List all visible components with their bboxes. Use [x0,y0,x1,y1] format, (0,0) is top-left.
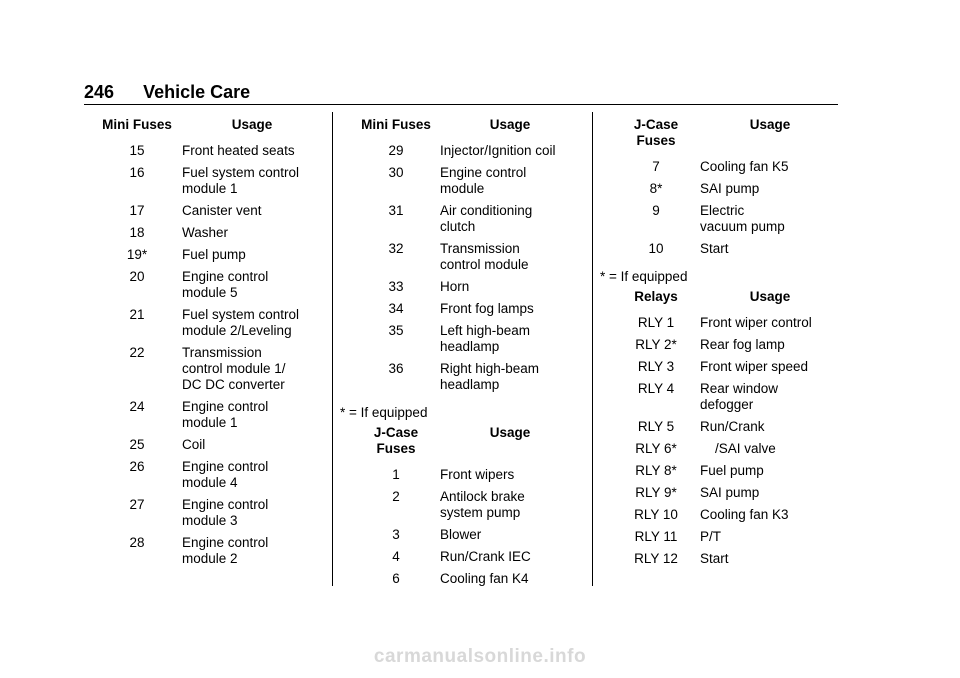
table-header: Usage [749,117,791,132]
fuse-usage: Engine control module 1 [182,399,269,430]
table-row [612,241,840,263]
table-row [352,241,580,279]
fuse-id: RLY 6* [635,441,677,456]
fuse-id: RLY 12 [634,551,678,566]
section-title: Vehicle Care [143,82,251,102]
table-row [92,165,322,203]
fuse-id: 3 [392,527,400,542]
table-row [612,419,840,441]
fuse-id: 4 [392,549,400,564]
table-row [612,159,840,181]
fuse-id: 10 [648,241,664,256]
fuse-id: RLY 5 [637,419,675,434]
table-row [612,337,840,359]
fuse-usage: Engine control module 4 [182,459,269,490]
column-divider [592,112,593,586]
fuse-id: 20 [129,269,145,284]
table-row [352,361,580,399]
table-row [352,143,580,165]
fuse-usage: Engine control module 3 [182,497,269,528]
fuse-id: 19* [126,247,148,262]
table-header: Mini Fuses [102,117,172,132]
fuse-id: RLY 4 [637,381,675,396]
watermark: carmanualsonline.info [373,646,587,667]
fuse-usage: Front wipers [440,467,515,482]
table-row [92,459,322,497]
fuse-usage: SAI pump [700,485,760,500]
fuse-id: 15 [129,143,145,158]
table-row [352,323,580,361]
fuse-usage: Engine control module [440,165,527,196]
mini-fuses-table-2 [352,117,580,399]
fuse-id: 29 [388,143,404,158]
fuse-usage: Cooling fan K3 [700,507,789,522]
table-row [352,203,580,241]
table-row [92,497,322,535]
fuse-usage: Engine control module 5 [182,269,269,300]
column-1 [92,117,322,573]
fuse-id: 7 [652,159,660,174]
fuse-usage: Transmission control module 1/ DC DC converter [182,345,286,392]
table-row [612,485,840,507]
fuse-usage: Run/Crank IEC [440,549,531,564]
mini-fuses-table-1 [92,117,322,573]
fuse-usage: Fuel pump [182,247,246,262]
table-header: Usage [489,117,531,132]
header-rule [84,104,838,105]
table-row [92,203,322,225]
fuse-usage: Rear fog lamp [700,337,785,352]
fuse-id: RLY 3 [637,359,675,374]
table-row [612,441,840,463]
table-row [92,225,322,247]
table-header: J-Case Fuses [373,425,419,456]
table-header: Usage [231,117,273,132]
fuse-id: RLY 11 [634,529,678,544]
table-row [92,535,322,573]
column-2 [340,117,580,593]
table-row [352,279,580,301]
fuse-id: RLY 1 [637,315,675,330]
table-row [352,527,580,549]
fuse-id: 6 [392,571,400,586]
fuse-id: 27 [129,497,145,512]
table-header: Relays [634,289,678,304]
fuse-id: RLY 9* [635,485,677,500]
fuse-id: 28 [129,535,145,550]
fuse-id: 22 [129,345,145,360]
footnote: * = If equipped [340,405,428,420]
fuse-usage: Blower [440,527,482,542]
fuse-id: 26 [129,459,145,474]
fuse-id: 17 [129,203,145,218]
fuse-id: 31 [388,203,404,218]
table-row [92,247,322,269]
table-row [612,381,840,419]
fuse-usage: Fuel pump [700,463,764,478]
fuse-usage: /SAI valve [700,441,776,456]
fuse-usage: Cooling fan K5 [700,159,789,174]
j-case-fuses-table-2 [612,117,840,263]
fuse-usage: Front wiper speed [700,359,809,374]
fuse-id: RLY 8* [635,463,677,478]
fuse-id: 16 [129,165,145,180]
fuse-usage: Canister vent [182,203,262,218]
fuse-usage: Fuel system control module 2/Leveling [182,307,300,338]
fuse-usage: P/T [700,529,722,544]
table-row [92,437,322,459]
footnote: * = If equipped [600,269,688,284]
j-case-fuses-table-1 [352,425,580,593]
fuse-usage: Cooling fan K4 [440,571,529,586]
fuse-usage: Run/Crank [700,419,765,434]
fuse-usage: Coil [182,437,206,452]
table-row [612,203,840,241]
fuse-id: 21 [129,307,145,322]
column-3 [600,117,840,573]
fuse-usage: Left high-beam headlamp [440,323,531,354]
fuse-id: 34 [388,301,404,316]
fuse-id: 1 [392,467,400,482]
fuse-usage: Transmission control module [440,241,529,272]
fuse-usage: Right high-beam headlamp [440,361,540,392]
fuse-id: 18 [129,225,145,240]
table-row [352,301,580,323]
fuse-usage: Antilock brake system pump [440,489,525,520]
fuse-usage: Rear window defogger [700,381,779,412]
table-row [92,399,322,437]
fuse-usage: Washer [182,225,229,240]
fuse-id: 8* [649,181,663,196]
fuse-usage: Horn [440,279,470,294]
fuse-usage: Fuel system control module 1 [182,165,300,196]
relays-table [612,289,840,573]
fuse-usage: Front heated seats [182,143,295,158]
fuse-id: 30 [388,165,404,180]
fuse-usage: Injector/Ignition coil [440,143,556,158]
fuse-id: 35 [388,323,404,338]
table-row [612,315,840,337]
fuse-id: 2 [392,489,400,504]
table-row [352,165,580,203]
table-row [352,571,580,593]
fuse-usage: Front wiper control [700,315,812,330]
column-divider [332,112,333,586]
table-row [92,143,322,165]
table-row [612,529,840,551]
fuse-id: RLY 10 [634,507,678,522]
table-row [612,551,840,573]
table-row [612,359,840,381]
table-header: Usage [749,289,791,304]
fuse-usage: Engine control module 2 [182,535,269,566]
page-number: 246 [84,82,115,102]
table-row [612,181,840,203]
fuse-usage: SAI pump [700,181,760,196]
fuse-id: 24 [129,399,145,414]
fuse-id: 25 [129,437,145,452]
table-row [92,345,322,399]
fuse-usage: Air conditioning clutch [440,203,533,234]
table-header: J-Case Fuses [633,117,679,148]
fuse-usage: Front fog lamps [440,301,534,316]
fuse-usage: Start [700,241,729,256]
table-row [352,549,580,571]
table-row [352,467,580,489]
table-row [612,463,840,485]
table-row [92,307,322,345]
table-row [612,507,840,529]
fuse-id: 33 [388,279,404,294]
page-header [84,82,250,103]
fuse-id: RLY 2* [635,337,677,352]
fuse-id: 9 [652,203,660,218]
fuse-id: 32 [388,241,404,256]
fuse-usage: Electric vacuum pump [700,203,785,234]
table-row [92,269,322,307]
table-row [352,489,580,527]
table-header: Mini Fuses [361,117,431,132]
fuse-usage: Start [700,551,729,566]
fuse-id: 36 [388,361,404,376]
table-header: Usage [489,425,531,440]
